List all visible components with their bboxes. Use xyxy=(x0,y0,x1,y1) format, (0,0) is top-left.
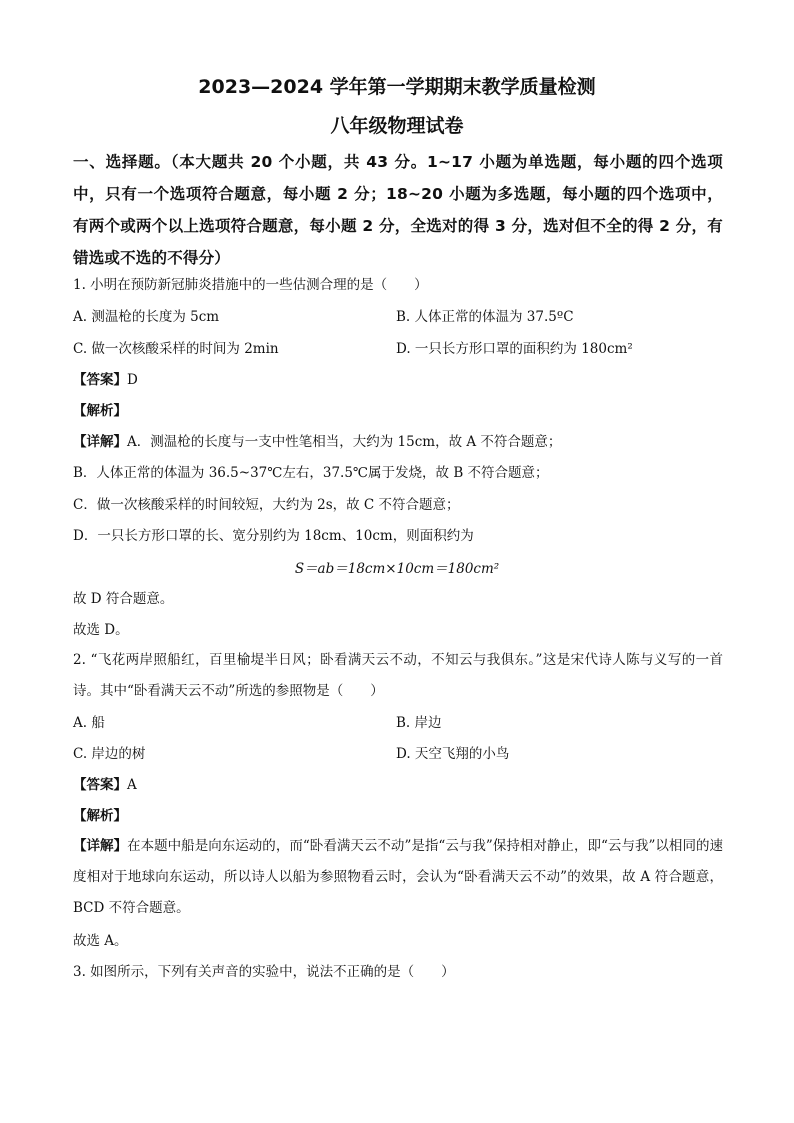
q1-option-d: D. 一只长方形口罩的面积约为 180cm² xyxy=(396,341,633,357)
detail-tag: 【详解】 xyxy=(73,434,127,450)
answer-tag: 【答案】 xyxy=(73,372,127,388)
q2-option-a: A. 船 xyxy=(73,715,105,731)
q3-stem: 3. 如图所示，下列有关声音的实验中，说法不正确的是（ ） xyxy=(73,964,455,980)
q1-formula: S＝ab＝18cm×10cm＝180cm² xyxy=(294,561,500,577)
detail-text: 在本题中船是向东运动的，而“卧看满天云不动”是指“云与我”保持相对静止，即“云与我”以相同的速度相对于地球向东运动，所以诗人以船为参照物看云时，会认为“卧看满天云不动”的效果，故 A 符合题意，BCD 不符合题意。 xyxy=(73,838,723,916)
q1-option-b: B. 人体正常的体温为 37.5ºC xyxy=(396,309,574,325)
detail-tag: 【详解】 xyxy=(73,838,128,854)
q2-option-c: C. 岸边的树 xyxy=(73,746,146,762)
answer-tag: 【答案】 xyxy=(73,777,127,793)
q1-stem: 1. 小明在预防新冠肺炎措施中的一些估测合理的是（ ） xyxy=(73,277,428,293)
exam-subtitle: 八年级物理试卷 xyxy=(330,115,464,137)
q2-analysis-tag: 【解析】 xyxy=(73,808,127,824)
answer-value: A xyxy=(127,777,137,793)
q1-detail-b: B．人体正常的体温为 36.5~37℃左右，37.5℃属于发烧，故 B 不符合题意； xyxy=(73,465,549,481)
exam-title: 2023—2024 学年第一学期期末教学质量检测 xyxy=(198,76,596,98)
q1-choice: 故选 D。 xyxy=(73,622,129,638)
q2-choice: 故选 A。 xyxy=(73,933,128,949)
q1-conclusion: 故 D 符合题意。 xyxy=(73,591,174,607)
q2-answer xyxy=(73,776,137,794)
q1-analysis-tag: 【解析】 xyxy=(73,403,127,419)
section-heading: 一、选择题。（本大题共 20 个小题，共 43 分。1~17 小题为单选题，每小题的四个选项中，只有一个选项符合题意，每小题 2 分；18~20 小题为多选题，每小题的四个选项中，有两个或两个以上选项符合题意，每小题 2 分，全选对的得 3 分，选对但不全的得 2 分，有错选或不选的不得分） xyxy=(73,153,723,267)
q2-detail xyxy=(73,831,723,924)
detail-text: A．测温枪的长度与一支中性笔相当，大约为 15cm，故 A 不符合题意； xyxy=(127,434,562,450)
q2-option-b: B. 岸边 xyxy=(396,715,442,731)
q1-detail-d: D．一只长方形口罩的长、宽分别约为 18cm、10cm，则面积约为 xyxy=(73,528,474,544)
q1-option-c: C. 做一次核酸采样的时间为 2min xyxy=(73,341,279,357)
q2-stem: 2. “飞花两岸照船红，百里榆堤半日风；卧看满天云不动，不知云与我俱东。”这是宋代诗人陈与义写的一首诗。其中“卧看满天云不动”所选的参照物是（ ） xyxy=(73,652,723,699)
q1-detail-c: C．做一次核酸采样的时间较短，大约为 2s，故 C 不符合题意； xyxy=(73,497,460,513)
q1-answer xyxy=(73,371,138,389)
q1-option-a: A. 测温枪的长度为 5cm xyxy=(73,309,220,325)
answer-value: D xyxy=(127,372,138,388)
q2-option-d: D. 天空飞翔的小鸟 xyxy=(396,746,510,762)
q1-detail-a xyxy=(73,433,561,451)
